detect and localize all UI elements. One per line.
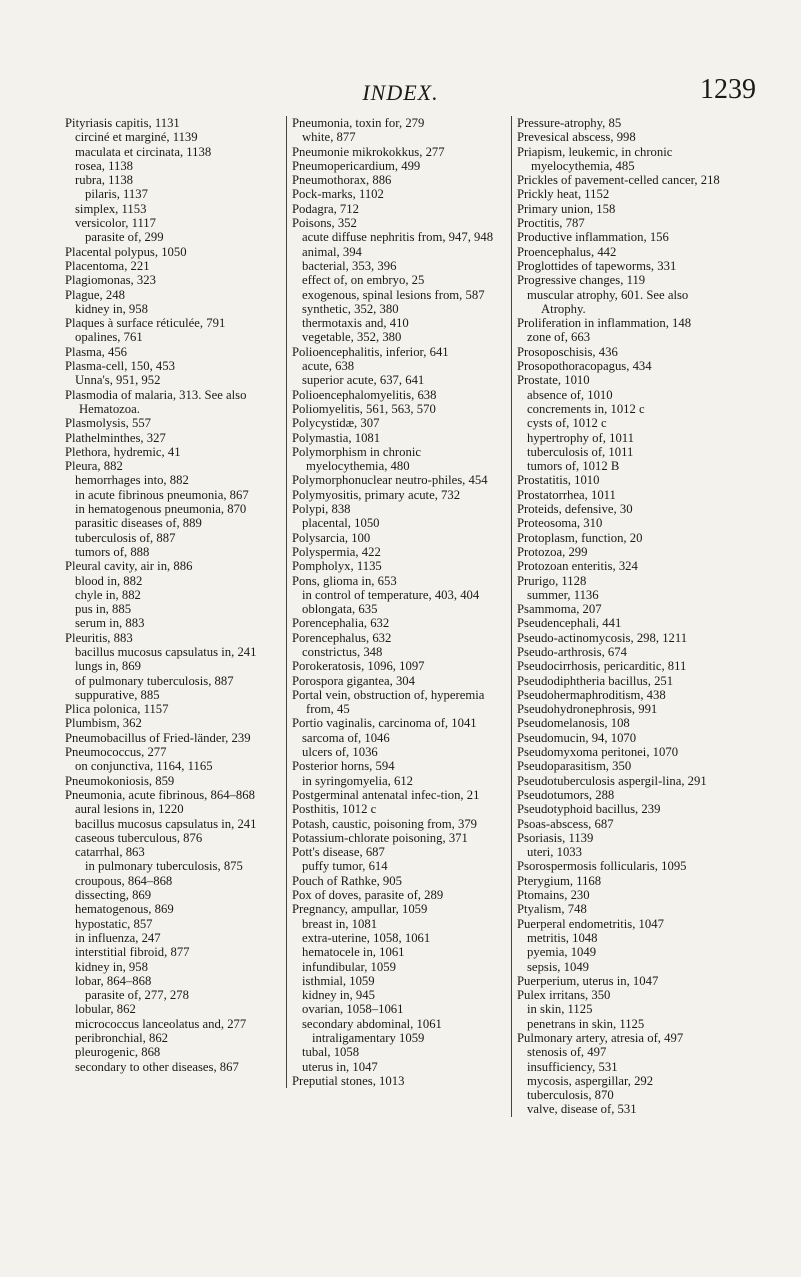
index-entry: Pseudo-arthrosis, 674 (517, 644, 627, 659)
index-entry: Pneumococcus, 277 (65, 745, 167, 760)
index-subentry: chyle in, 882 (75, 587, 141, 602)
index-subentry: kidney in, 958 (75, 301, 148, 316)
index-entry: Porokeratosis, 1096, 1097 (292, 659, 425, 674)
index-entry: Pott's disease, 687 (292, 845, 385, 860)
index-subentry: acute diffuse nephritis from, 947, 948 (302, 230, 494, 245)
index-subentry: tuberculosis of, 887 (75, 530, 176, 545)
index-entry: Prostatitis, 1010 (517, 473, 600, 488)
index-entry: Portal vein, obstruction of, hyperemia from, 45 (292, 687, 485, 717)
index-entry: Prostatorrhea, 1011 (517, 487, 616, 502)
index-entry: Pseudo-actinomycosis, 298, 1211 (517, 630, 688, 645)
index-entry: Pterygium, 1168 (517, 873, 602, 888)
index-subentry: thermotaxis and, 410 (302, 316, 409, 331)
index-entry: Pneumopericardium, 499 (292, 158, 421, 173)
index-subentry: dissecting, 869 (75, 888, 152, 903)
index-subentry: simplex, 1153 (75, 201, 147, 216)
index-subentry: lungs in, 869 (75, 659, 141, 674)
index-subentry: uteri, 1033 (527, 845, 582, 860)
index-subentry: acute, 638 (302, 359, 355, 374)
index-entry: Prosopothoracopagus, 434 (517, 359, 652, 374)
index-subentry: in acute fibrinous pneumonia, 867 (75, 487, 249, 502)
index-subentry: sarcoma of, 1046 (302, 730, 390, 745)
index-entry: Pseudotuberculosis aspergil-lina, 291 (517, 773, 707, 788)
index-entry: Pneumonia, acute fibrinous, 864–868 (65, 787, 255, 802)
index-entry: Pulmonary artery, atresia of, 497 (517, 1031, 684, 1045)
index-subentry: ovarian, 1058–1061 (302, 1002, 404, 1017)
index-subentry: constrictus, 348 (302, 644, 383, 659)
index-subentry: animal, 394 (302, 244, 362, 259)
index-entry: Ptyalism, 748 (517, 902, 587, 917)
index-entry: Placentoma, 221 (65, 258, 150, 273)
index-subentry: Unna's, 951, 952 (75, 373, 161, 388)
index-entry: Placental polypus, 1050 (65, 244, 187, 259)
index-entry: Pleura, 882 (65, 459, 123, 474)
index-subentry: exogenous, spinal lesions from, 587 (302, 287, 485, 302)
index-entry: Podagra, 712 (292, 201, 359, 216)
index-subentry: maculata et circinata, 1138 (75, 144, 212, 159)
index-entry: Pseudohydronephrosis, 991 (517, 702, 658, 717)
index-entry: Pseudomucin, 94, 1070 (517, 730, 637, 745)
index-subentry: hematogenous, 869 (75, 902, 174, 917)
index-entry: Polymastia, 1081 (292, 430, 381, 445)
index-subentry: intraligamentary 1059 (312, 1031, 425, 1045)
index-entry: Plague, 248 (65, 287, 125, 302)
index-entry: Prevesical abscess, 998 (517, 130, 636, 145)
index-entry: Prickly heat, 1152 (517, 187, 610, 202)
index-subentry: white, 877 (302, 130, 356, 145)
index-subentry: secondary to other diseases, 867 (75, 1059, 239, 1074)
index-subentry: peribronchial, 862 (75, 1031, 169, 1045)
index-subentry: tuberculosis, 870 (527, 1088, 614, 1103)
index-subentry: aural lesions in, 1220 (75, 802, 184, 817)
index-entry: Plica polonica, 1157 (65, 702, 169, 717)
index-subentry: in syringomyelia, 612 (302, 773, 414, 788)
index-subentry: breast in, 1081 (302, 916, 378, 931)
index-subentry: tumors of, 1012 B (527, 459, 620, 474)
index-entry: Protozoan enteritis, 324 (517, 559, 638, 574)
index-entry: Psoas-abscess, 687 (517, 816, 614, 831)
index-subentry: micrococcus lanceolatus and, 277 (75, 1016, 247, 1031)
index-entry: Porencephalia, 632 (292, 616, 390, 631)
index-entry: Plasma-cell, 150, 453 (65, 359, 175, 374)
index-subentry: zone of, 663 (527, 330, 591, 345)
index-subentry: tubal, 1058 (302, 1045, 360, 1060)
index-subentry: sepsis, 1049 (527, 959, 590, 974)
index-entry: Ptomains, 230 (517, 888, 590, 903)
index-subentry: tuberculosis of, 1011 (527, 444, 634, 459)
index-subentry: concrements in, 1012 c (527, 401, 645, 416)
index-subentry: uterus in, 1047 (302, 1059, 378, 1074)
index-entry: Proteosoma, 310 (517, 516, 603, 531)
index-entry: Polymyositis, primary acute, 732 (292, 487, 461, 502)
index-subentry: serum in, 883 (75, 616, 145, 631)
index-entry: Polypi, 838 (292, 502, 351, 517)
index-entry: Prostate, 1010 (517, 373, 590, 388)
index-subentry: synthetic, 352, 380 (302, 301, 399, 316)
index-entry: Proglottides of tapeworms, 331 (517, 258, 677, 273)
index-subentry: parasitic diseases of, 889 (75, 516, 202, 531)
index-entry: Pseudomyxoma peritonei, 1070 (517, 745, 679, 760)
index-entry: Productive inflammation, 156 (517, 230, 669, 245)
index-entry: Plagiomonas, 323 (65, 273, 156, 288)
index-entry: Pock-marks, 1102 (292, 187, 384, 202)
index-subentry: pyemia, 1049 (527, 945, 597, 960)
index-subentry: valve, disease of, 531 (527, 1102, 637, 1117)
index-entry: Potash, caustic, poisoning from, 379 (292, 816, 478, 831)
index-subentry: oblongata, 635 (302, 602, 378, 617)
index-subentry: parasite of, 299 (85, 230, 164, 245)
index-entry: Prickles of pavement-celled cancer, 218 (517, 173, 720, 188)
index-entry: Puerperal endometritis, 1047 (517, 916, 664, 931)
index-subentry: croupous, 864–868 (75, 873, 173, 888)
index-subentry: pus in, 885 (75, 602, 132, 617)
index-subentry: metritis, 1048 (527, 930, 598, 945)
index-subentry: interstitial fibroid, 877 (75, 945, 190, 960)
index-subentry: opalines, 761 (75, 330, 143, 345)
index-subentry: superior acute, 637, 641 (302, 373, 425, 388)
index-entry: Plasmolysis, 557 (65, 416, 152, 431)
index-entry: Pneumokoniosis, 859 (65, 773, 175, 788)
index-subentry: of pulmonary tuberculosis, 887 (75, 673, 234, 688)
index-entry: Prurigo, 1128 (517, 573, 587, 588)
index-entry: Pseudomelanosis, 108 (517, 716, 630, 731)
index-subentry: insufficiency, 531 (527, 1059, 618, 1074)
index-entry: Pressure-atrophy, 85 (517, 116, 622, 130)
index-subentry: placental, 1050 (302, 516, 380, 531)
index-entry: Pregnancy, ampullar, 1059 (292, 902, 428, 917)
index-entry: Pouch of Rathke, 905 (292, 873, 402, 888)
index-entry: Plumbism, 362 (65, 716, 142, 731)
index-entry: Pleural cavity, air in, 886 (65, 559, 193, 574)
index-entry: Posthitis, 1012 c (292, 802, 377, 817)
index-entry: Poliomyelitis, 561, 563, 570 (292, 401, 436, 416)
index-subentry: summer, 1136 (527, 587, 599, 602)
index-entry: Priapism, leukemic, in chronic myelocythemia, 485 (517, 144, 673, 173)
index-entry: Potassium-chlorate poisoning, 371 (292, 830, 468, 845)
index-entry: Proliferation in inflammation, 148 (517, 316, 692, 331)
index-entry: Pleuritis, 883 (65, 630, 133, 645)
index-entry: Plethora, hydremic, 41 (65, 444, 181, 459)
index-entry: Polysarcia, 100 (292, 530, 371, 545)
index-entry: Polyspermia, 422 (292, 544, 381, 559)
index-subentry: isthmial, 1059 (302, 973, 375, 988)
index-entry: Pompholyx, 1135 (292, 559, 382, 574)
index-entry: Portio vaginalis, carcinoma of, 1041 (292, 716, 477, 731)
index-subentry: on conjunctiva, 1164, 1165 (75, 759, 213, 774)
index-entry: Pulex irritans, 350 (517, 988, 611, 1003)
index-entry: Proteids, defensive, 30 (517, 502, 633, 517)
index-subentry: rubra, 1138 (75, 173, 134, 188)
index-subentry: in influenza, 247 (75, 930, 161, 945)
index-subentry: caseous tuberculous, 876 (75, 830, 203, 845)
index-entry: Protozoa, 299 (517, 544, 588, 559)
index-entry: Plasma, 456 (65, 344, 128, 359)
index-entry: Porospora gigantea, 304 (292, 673, 415, 688)
index-subentry: vegetable, 352, 380 (302, 330, 402, 345)
index-subentry: infundibular, 1059 (302, 959, 396, 974)
index-subentry: puffy tumor, 614 (302, 859, 388, 874)
index-subentry: hemorrhages into, 882 (75, 473, 189, 488)
index-entry: Protoplasm, function, 20 (517, 530, 643, 545)
running-head-title: INDEX. (362, 80, 439, 105)
index-subentry: in control of temperature, 403, 404 (302, 587, 480, 602)
index-entry: Poisons, 352 (292, 216, 357, 231)
index-entry: Pseudoparasitism, 350 (517, 759, 632, 774)
index-subentry: secondary abdominal, 1061 (302, 1016, 442, 1031)
index-subentry: suppurative, 885 (75, 687, 160, 702)
index-subentry: versicolor, 1117 (75, 216, 156, 231)
index-column-1 (65, 116, 269, 1074)
index-entry: Pons, glioma in, 653 (292, 573, 397, 588)
index-entry: Pneumonia, toxin for, 279 (292, 116, 425, 130)
index-entry: Primary union, 158 (517, 201, 616, 216)
index-subentry: bacillus mucosus capsulatus in, 241 (75, 644, 257, 659)
index-entry: Plathelminthes, 327 (65, 430, 166, 445)
index-subentry: stenosis of, 497 (527, 1045, 607, 1060)
index-entry: Postgerminal antenatal infec-tion, 21 (292, 787, 480, 802)
index-subentry: kidney in, 958 (75, 959, 148, 974)
index-entry: Pseudocirrhosis, pericarditic, 811 (517, 659, 687, 674)
index-subentry: kidney in, 945 (302, 988, 375, 1003)
index-entry: Pseudohermaphroditism, 438 (517, 687, 666, 702)
index-column-3 (511, 116, 731, 1117)
index-entry: Pox of doves, parasite of, 289 (292, 888, 444, 903)
index-subentry: penetrans in skin, 1125 (527, 1016, 645, 1031)
index-subentry: pleurogenic, 868 (75, 1045, 161, 1060)
index-entry: Pneumothorax, 886 (292, 173, 392, 188)
index-subentry: parasite of, 277, 278 (85, 988, 189, 1003)
index-subentry: catarrhal, 863 (75, 845, 145, 860)
index-subentry: hypertrophy of, 1011 (527, 430, 635, 445)
index-subentry: bacterial, 353, 396 (302, 258, 397, 273)
index-entry: Plaques à surface réticulée, 791 (65, 316, 226, 331)
index-subentry: absence of, 1010 (527, 387, 613, 402)
index-entry: Puerperium, uterus in, 1047 (517, 973, 659, 988)
index-subentry: cysts of, 1012 c (527, 416, 607, 431)
index-entry: Proctitis, 787 (517, 216, 585, 231)
index-subentry: lobular, 862 (75, 1002, 136, 1017)
index-subentry: tumors of, 888 (75, 544, 150, 559)
index-entry: Preputial stones, 1013 (292, 1073, 405, 1088)
index-entry: Pityriasis capitis, 1131 (65, 116, 180, 130)
index-entry: Posterior horns, 594 (292, 759, 395, 774)
index-subentry: in skin, 1125 (527, 1002, 593, 1017)
index-entry: Pseudotumors, 288 (517, 787, 615, 802)
index-subentry: muscular atrophy, 601. See also Atrophy. (527, 287, 689, 316)
index-subentry: extra-uterine, 1058, 1061 (302, 930, 431, 945)
index-entry: Progressive changes, 119 (517, 273, 646, 288)
index-subentry: blood in, 882 (75, 573, 143, 588)
index-entry: Polioencephalitis, inferior, 641 (292, 344, 449, 359)
index-entry: Psammoma, 207 (517, 602, 602, 617)
index-entry: Pseudencephali, 441 (517, 616, 622, 631)
index-subentry: effect of, on embryo, 25 (302, 273, 425, 288)
index-subentry: circiné et marginé, 1139 (75, 130, 198, 145)
index-entry: Proencephalus, 442 (517, 244, 617, 259)
index-subentry: in hematogenous pneumonia, 870 (75, 502, 247, 517)
index-entry: Pneumobacillus of Fried-länder, 239 (65, 730, 251, 745)
index-subentry: bacillus mucosus capsulatus in, 241 (75, 816, 257, 831)
index-entry: Polymorphism in chronic myelocythemia, 480 (292, 444, 421, 474)
index-entry: Pneumonie mikrokokkus, 277 (292, 144, 445, 159)
index-subentry: in pulmonary tuberculosis, 875 (85, 859, 243, 874)
index-entry: Pseudotyphoid bacillus, 239 (517, 802, 661, 817)
index-entry: Polymorphonuclear neutro-philes, 454 (292, 473, 488, 488)
index-subentry: lobar, 864–868 (75, 973, 152, 988)
index-entry: Pseudodiphtheria bacillus, 251 (517, 673, 674, 688)
index-entry: Psoriasis, 1139 (517, 830, 594, 845)
index-entry: Psorospermosis follicularis, 1095 (517, 859, 687, 874)
index-subentry: pilaris, 1137 (85, 187, 148, 202)
index-entry: Polycystidæ, 307 (292, 416, 380, 431)
index-entry: Porencephalus, 632 (292, 630, 392, 645)
index-subentry: mycosis, aspergillar, 292 (527, 1073, 654, 1088)
index-subentry: rosea, 1138 (75, 158, 134, 173)
index-entry: Prosoposchisis, 436 (517, 344, 618, 359)
index-entry: Polioencephalomyelitis, 638 (292, 387, 437, 402)
index-subentry: hypostatic, 857 (75, 916, 153, 931)
index-subentry: ulcers of, 1036 (302, 745, 378, 760)
index-subentry: hematocele in, 1061 (302, 945, 405, 960)
index-column-2 (286, 116, 498, 1088)
page-number: 1239 (700, 74, 756, 105)
index-entry: Plasmodia of malaria, 313. See also Hematozoa. (65, 387, 247, 416)
